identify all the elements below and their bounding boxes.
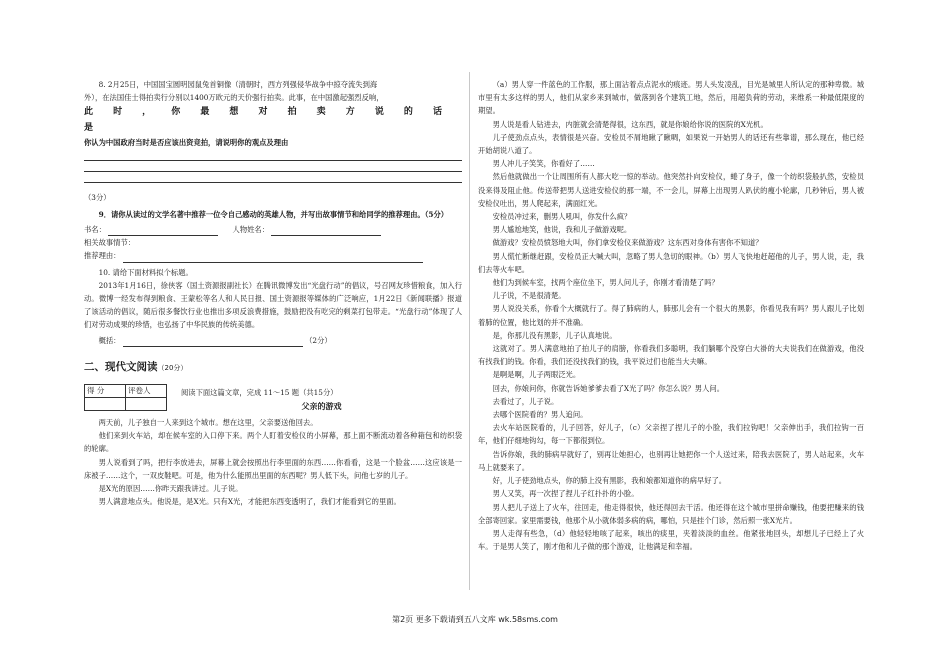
- article-paragraph: 男人走得有些急，（d）他轻轻地咳了起来，咳出的痰里，夹着淡淡的血丝。他紧张地回头，却想儿子已经上了火车。于是男人笑了，刚才他和儿子做的那个游戏，让他满足和幸福。: [478, 528, 864, 552]
- q10-summary-row: [84, 334, 462, 347]
- q8-line4: 你认为中国政府当时是否应该出资竞拍，请说明你的观点及理由: [84, 138, 289, 148]
- q8-line2: 外），在法国佳士得拍卖行分别以1400万欧元的天价强行拍卖。此事，在中国激起强烈反响，: [84, 93, 384, 103]
- q9-reason-row: [84, 249, 462, 262]
- article-paragraph: 是啊是啊，儿子两眼泛光。: [492, 370, 581, 380]
- reading-instruction: 阅读下面这篇文章，完成 11～15 题（共15分）: [181, 387, 338, 397]
- q8-score: （3分）: [84, 192, 111, 202]
- article-paragraph: 男人把儿子送上了火车，往回走，他走得很快，他还得回去干活。他还得在这个城市里拼命赚钱，他要把赚来的钱全部寄回家。家里需要钱，他那个从小就体弱多病的病，哪怕，只是挂个门诊，然后照一张X光片。: [478, 502, 864, 525]
- column-divider: [469, 72, 470, 590]
- article-paragraph: 两天前，儿子独自一人来到这个城市。想在这里，父亲要送他回去。: [98, 418, 318, 428]
- q9-book-row: [84, 223, 462, 236]
- article-paragraph: 儿子使劲点点头，表情很是兴奋。安检员不屑地瞅了瞅啁，如果说一开始男人的话还有些靠谱，那么现在，他已经开始胡说八道了。: [478, 132, 864, 156]
- section-title: 二、现代文阅读: [84, 360, 158, 373]
- article-paragraph: 然后他就做出一个让周围所有人都大吃一惊的举动。他突然扑向安检仪，蜷了身子，像一个纺织袋般扒然，安检员没来得及阻止他。传送带把男人送进安检仪的那一端，不一会儿，屏幕上出现男人趴伏的瘦小轮廓，几秒钟后，男人被安检仪吐出，男人爬起来，满面红光。: [478, 172, 864, 208]
- q9-person-label: 人物姓名：: [232, 225, 270, 235]
- article-paragraph: 男人说看到了吗，把行李放进去，屏幕上就会按照出行李里面的东西……你看看，这是一个脸盆……这应该是一床被子……这个，一双皮鞋吧。可是，他为什么能照出里面的东西呢？男人低下头，问他七岁的儿子。: [84, 457, 462, 480]
- answer-line[interactable]: [84, 160, 462, 161]
- article-paragraph: 做游戏？安检员愤怒地大叫，你们拿安检仪来做游戏？这东西对身体有害你不知道？: [492, 238, 763, 248]
- right-column: [478, 78, 864, 553]
- q10-summary-label: 概括：: [98, 335, 121, 345]
- book-name-field[interactable]: [108, 225, 218, 236]
- article-paragraph: 安检员冲过来，删男人吼叫，你发什么疯？: [492, 212, 632, 222]
- grader-cell[interactable]: [126, 397, 167, 410]
- article-paragraph: 男人说没关系，你看个大概就行了。得了肺病的人，肺那儿会有一个很大的黑影，你看见我有吗？男人跟儿子比划着肺的位置，他比划的并不准确。: [478, 304, 864, 327]
- score-header: 得 分: [85, 384, 126, 397]
- article-paragraph: （a）男人穿一件蓝色的工作服，那上面沾着点点泥水的痕迹。男人头发凌乱，目光是城里人所认定的那种卑微。城市里有太多这样的男人，他们从家乡来到城市，做落到各个建筑工地，然后，用超负荷的劳动，来维系一种最低限度的期望。: [478, 80, 864, 116]
- q10-score: （2分）: [305, 335, 332, 345]
- section-heading: [84, 359, 462, 374]
- article-paragraph: 男人又笑，再一次捏了捏儿子红扑扑的小脸。: [492, 489, 639, 499]
- score-row: [84, 382, 462, 416]
- q9-question: 9．请你从读过的文学名著中推荐一位令自己感动的英雄人物，并写出故事情节和给同学的推荐理由。（5分）: [98, 209, 449, 219]
- q10-paragraph: 2013年1月16日，徐侠客（国土资源报副社长）在腾讯微博发出“光盘行动”的倡议，号召网友珍惜粮食，加入行动。微博一经发布得到粮食、王蒙松等名人和人民日报、国土资源报等媒体的广泛响应，1月22日《新闻联播》报道了该活动的倡议，随后很多餐饮行业也推出多项反浪费措施，鼓励把没有吃完的剩菜打包带走。“光盘行动”体现了人们对劳动成果的珍惜，也弘扬了中华民族的传统美德。: [84, 280, 462, 330]
- article-title: 父亲的游戏: [301, 401, 342, 412]
- reason-field[interactable]: [123, 252, 423, 263]
- article-paragraph: 他们为到候车室，找两个座位坐下，男人问儿子，你刚才看清楚了吗？: [492, 278, 719, 288]
- q8-line1: 8. 2月25日，中国国宝圆明园鼠兔首铜像（清朝时，西方列强侵华战争中掠夺流失到海: [98, 80, 378, 89]
- article-paragraph: 男人慌忙断继赶跟，安检员正大喊大叫，忽略了男人急切的眼神。（b）男人飞快地赶超他的儿子，男人说，走，我们去等火车吧。: [478, 251, 864, 274]
- q8-line3: 此时，你最想对拍卖方说的话是: [84, 107, 462, 134]
- section-score: （20分）: [157, 363, 188, 372]
- article-paragraph: 是，你那儿没有黑影，儿子认真地说。: [492, 330, 617, 340]
- article-paragraph: 去看过了，儿子说。: [492, 396, 559, 406]
- article-paragraph: 男人尴尬地笑，他说，我和儿子做游戏呢。: [492, 225, 632, 235]
- article-paragraph: 是X光的原因……你昨天跟我讲过。儿子说。: [98, 484, 243, 494]
- grader-header: 评卷人: [126, 384, 167, 397]
- article-paragraph: 他们来到火车站，却在候车室的入口停下来。两个人盯着安检仪的小屏幕，那上面不断流动着各种箱包和纺织袋的轮廓。: [84, 431, 462, 454]
- q9-reason-label: 推荐理由：: [84, 251, 121, 261]
- article-paragraph: 去哪个医院看的？男人追问。: [492, 410, 588, 420]
- q9-plot-label: 相关故事情节：: [84, 238, 136, 248]
- answer-line[interactable]: [84, 182, 462, 183]
- summary-field[interactable]: [123, 336, 303, 347]
- score-table: [84, 384, 167, 411]
- article-paragraph: 男人冲儿子笑笑，你看好了……: [492, 159, 595, 169]
- article-paragraph: 男人满意地点头。他说是，是X光。只有X光，才能把东西变透明了，我们才能看到它的里面。: [98, 497, 401, 507]
- person-name-field[interactable]: [271, 225, 381, 236]
- score-cell[interactable]: [85, 397, 126, 410]
- article-paragraph: 男人说是看人钻进去，内脏就会清楚得很，这东西，就是你娘给你说的医院的X光机。: [492, 119, 768, 129]
- article-paragraph: 回去，你娘问你，你就告诉她爹爹去看了X光了吗？你怎么说？男人问。: [492, 383, 724, 393]
- page-footer: 第2页 更多下载请到五八文库 wk.58sms.com: [392, 615, 558, 624]
- article-paragraph: 告诉你娘，我的肺病早就好了，别再让她担心，也别再让她把你一个人送过来，陪我去医院了，男人站起来，火车马上就要来了。: [478, 449, 864, 472]
- article-paragraph: 好，儿子使劲地点头，你的肺上没有黑影，我和娘都知道你的病早好了。: [492, 476, 727, 486]
- answer-line[interactable]: [84, 171, 462, 172]
- left-column: [84, 78, 462, 508]
- q10-label: 10. 请给下面材料拟个标题。: [98, 267, 193, 277]
- article-paragraph: 这就对了。男人满意地拍了拍儿子的肩膀，你看我们多聪明，我们躺哪个没穿白大褂的大夫说我们在做游戏，他没有找我们的钱。你看，我们还没找我们的钱，我平说过们也能当大夫嘛。: [478, 344, 864, 367]
- article-paragraph: 去火车站医院看的，儿子回答，好儿子，（c）父亲捏了捏儿子的小脸，我们拉钩吧！父亲伸出手，我们拉钩一百年，他们仔细地钩勾，每一下都很到位。: [478, 423, 864, 446]
- q9-book-label: 书名：: [84, 225, 106, 235]
- article-paragraph: 儿子说，不是很清楚。: [492, 291, 566, 301]
